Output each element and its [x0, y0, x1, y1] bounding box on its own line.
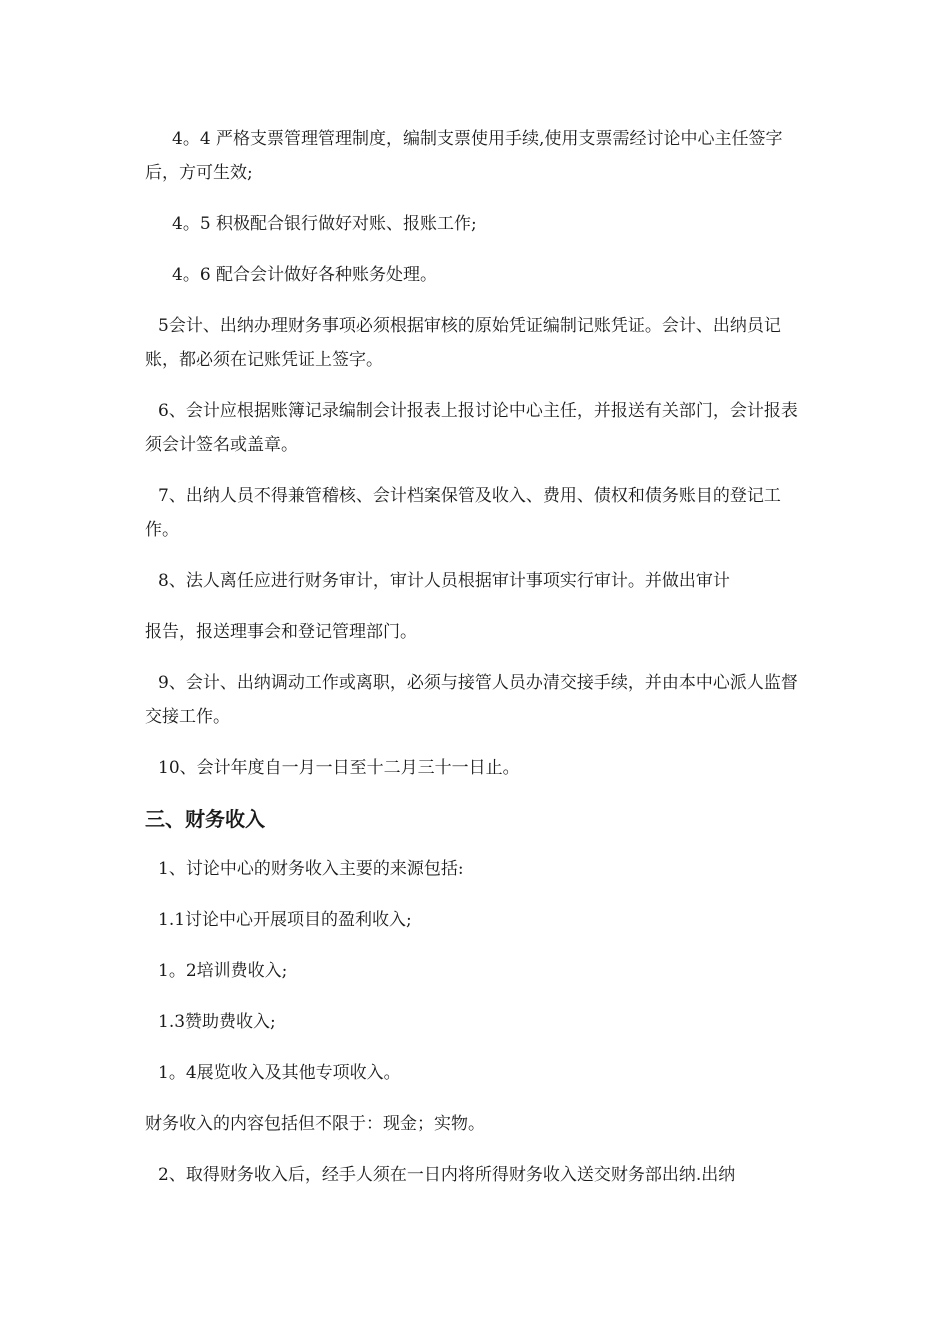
paragraph-income-2: 2、取得财务收入后，经手人须在一日内将所得财务收入送交财务部出纳.出纳 — [158, 1165, 736, 1185]
paragraph-income-1: 1、讨论中心的财务收入主要的来源包括: — [158, 859, 464, 879]
paragraph-income-content: 财务收入的内容包括但不限于：现金；实物。 — [145, 1114, 485, 1134]
paragraph-4-4: 4。4 严格支票管理管理制度，编制支票使用手续,使用支票需经讨论中心主任签字后，方可生效; — [145, 129, 783, 183]
paragraph-6: 6、会计应根据账簿记录编制会计报表上报讨论中心主任，并报送有关部门，会计报表须会计签名或盖章。 — [145, 401, 798, 455]
paragraph-8-continued: 报告，报送理事会和登记管理部门。 — [145, 622, 417, 642]
paragraph-8: 8、法人离任应进行财务审计，审计人员根据审计事项实行审计。并做出审计 — [158, 571, 730, 591]
paragraph-10: 10、会计年度自一月一日至十二月三十一日止。 — [158, 758, 520, 778]
paragraph-income-1-1: 1.1讨论中心开展项目的盈利收入; — [158, 910, 412, 930]
paragraph-income-1-4: 1。4展览收入及其他专项收入。 — [158, 1063, 401, 1083]
paragraph-4-5: 4。5 积极配合银行做好对账、报账工作; — [172, 214, 477, 234]
paragraph-income-1-3: 1.3赞助费收入; — [158, 1012, 276, 1032]
paragraph-4-6: 4。6 配合会计做好各种账务处理。 — [172, 265, 438, 285]
paragraph-5: 5会计、出纳办理财务事项必须根据审核的原始凭证编制记账凭证。会计、出纳员记账，都必须在记账凭证上签字。 — [145, 316, 781, 370]
document-body — [145, 122, 810, 1209]
paragraph-9: 9、会计、出纳调动工作或离职，必须与接管人员办清交接手续，并由本中心派人监督交接工作。 — [145, 673, 798, 727]
paragraph-7: 7、出纳人员不得兼管稽核、会计档案保管及收入、费用、债权和债务账目的登记工作。 — [145, 486, 781, 540]
paragraph-income-1-2: 1。2培训费收入; — [158, 961, 288, 981]
section-heading-financial-income: 三、财务收入 — [145, 807, 265, 831]
